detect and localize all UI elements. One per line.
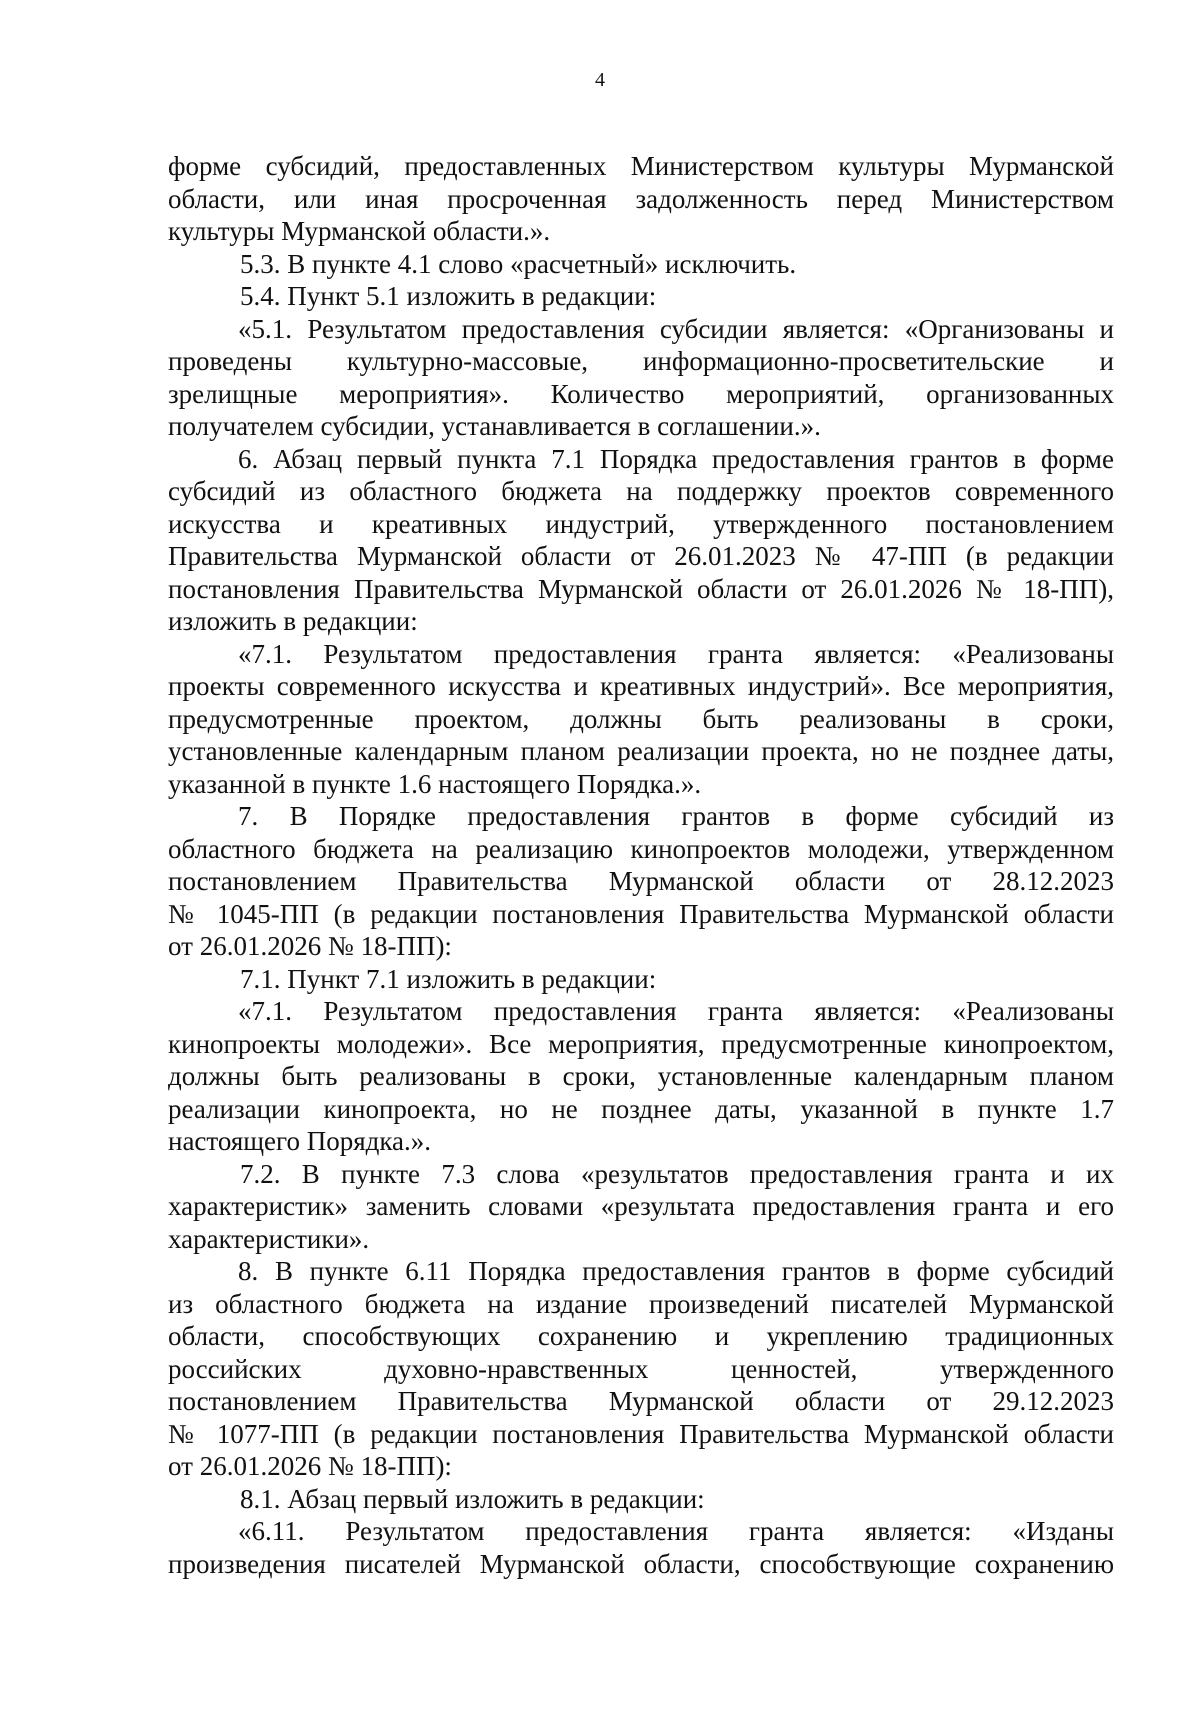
text-line: «6.11. Результатом предоставления гранта является: «Изданы bbox=[238, 1516, 1114, 1546]
text-line: искусства и креативных индустрий, утвержденного постановлением bbox=[168, 508, 1114, 539]
text-line: кинопроекты молодежи». Все мероприятия, предусмотренные кинопроектом, bbox=[168, 1028, 1114, 1059]
text-line: 8.1. Абзац первый изложить в редакции: bbox=[240, 1483, 705, 1514]
text-line: постановлением Правительства Мурманской области от 29.12.2023 bbox=[168, 1386, 1114, 1416]
text-line: области, способствующих сохранению и укреплению традиционных bbox=[168, 1321, 1114, 1351]
text-line: «5.1. Результатом предоставления субсидии является: «Организованы и bbox=[238, 313, 1114, 344]
text-line: № 1077-ПП (в редакции постановления Правительства Мурманской области bbox=[168, 1418, 1114, 1449]
text-line: Правительства Мурманской области от 26.01.2023 № 47-ПП (в редакции bbox=[168, 541, 1114, 571]
text-line: проекты современного искусства и креативных индустрий». Все мероприятия, bbox=[168, 671, 1114, 701]
page-number: 4 bbox=[595, 69, 605, 91]
text-line: 5.4. Пункт 5.1 изложить в редакции: bbox=[240, 281, 657, 311]
text-line: характеристики». bbox=[168, 1223, 370, 1254]
text-line: установленные календарным планом реализации проекта, но не позднее даты, bbox=[168, 736, 1114, 766]
text-line: субсидий из областного бюджета на поддержку проектов современного bbox=[168, 476, 1114, 506]
text-line: реализации кинопроекта, но не позднее даты, указанной в пункте 1.7 bbox=[168, 1093, 1114, 1124]
text-line: от 26.01.2026 № 18-ПП): bbox=[168, 1451, 452, 1481]
text-line: культуры Мурманской области.». bbox=[168, 216, 551, 246]
text-line: предусмотренные проектом, должны быть реализованы в сроки, bbox=[168, 703, 1114, 734]
text-line: постановления Правительства Мурманской области от 26.01.2026 № 18-ПП), bbox=[168, 573, 1114, 604]
text-line: зрелищные мероприятия». Количество мероприятий, организованных bbox=[168, 378, 1114, 409]
text-line: 8. В пункте 6.11 Порядка предоставления грантов в форме субсидий bbox=[238, 1256, 1114, 1286]
text-line: из областного бюджета на издание произведений писателей Мурманской bbox=[168, 1288, 1114, 1319]
text-line: 7.2. В пункте 7.3 слова «результатов предоставления гранта и их bbox=[240, 1158, 1114, 1189]
text-line: должны быть реализованы в сроки, установленные календарным планом bbox=[168, 1061, 1114, 1091]
text-line: «7.1. Результатом предоставления гранта является: «Реализованы bbox=[238, 638, 1114, 669]
text-line: от 26.01.2026 № 18-ПП): bbox=[168, 931, 452, 961]
document-body bbox=[168, 150, 1114, 1580]
text-line: форме субсидий, предоставленных Министерством культуры Мурманской bbox=[168, 151, 1114, 181]
text-line: российских духовно-нравственных ценностей, утвержденного bbox=[168, 1353, 1114, 1384]
text-line: постановлением Правительства Мурманской области от 28.12.2023 bbox=[168, 866, 1114, 896]
text-line: произведения писателей Мурманской области, способствующие сохранению bbox=[168, 1548, 1114, 1579]
text-line: проведены культурно-массовые, информационно-просветительские и bbox=[168, 346, 1114, 376]
text-line: области, или иная просроченная задолженность перед Министерством bbox=[168, 183, 1114, 214]
text-line: 5.3. В пункте 4.1 слово «расчетный» исключить. bbox=[240, 248, 797, 279]
text-line: настоящего Порядка.». bbox=[168, 1126, 432, 1156]
text-line: получателем субсидии, устанавливается в соглашении.». bbox=[168, 411, 821, 441]
text-line: характеристик» заменить словами «результата предоставления гранта и его bbox=[168, 1191, 1114, 1221]
text-line: областного бюджета на реализацию кинопроектов молодежи, утвержденном bbox=[168, 833, 1114, 864]
text-line: «7.1. Результатом предоставления гранта является: «Реализованы bbox=[238, 996, 1114, 1026]
text-line: 6. Абзац первый пункта 7.1 Порядка предоставления грантов в форме bbox=[238, 443, 1114, 474]
text-line: 7.1. Пункт 7.1 изложить в редакции: bbox=[240, 963, 657, 994]
text-line: указанной в пункте 1.6 настоящего Порядка.». bbox=[168, 768, 702, 799]
text-line: 7. В Порядке предоставления грантов в форме субсидий из bbox=[238, 801, 1114, 831]
text-line: № 1045-ПП (в редакции постановления Правительства Мурманской области bbox=[168, 898, 1114, 929]
text-line: изложить в редакции: bbox=[168, 606, 418, 636]
